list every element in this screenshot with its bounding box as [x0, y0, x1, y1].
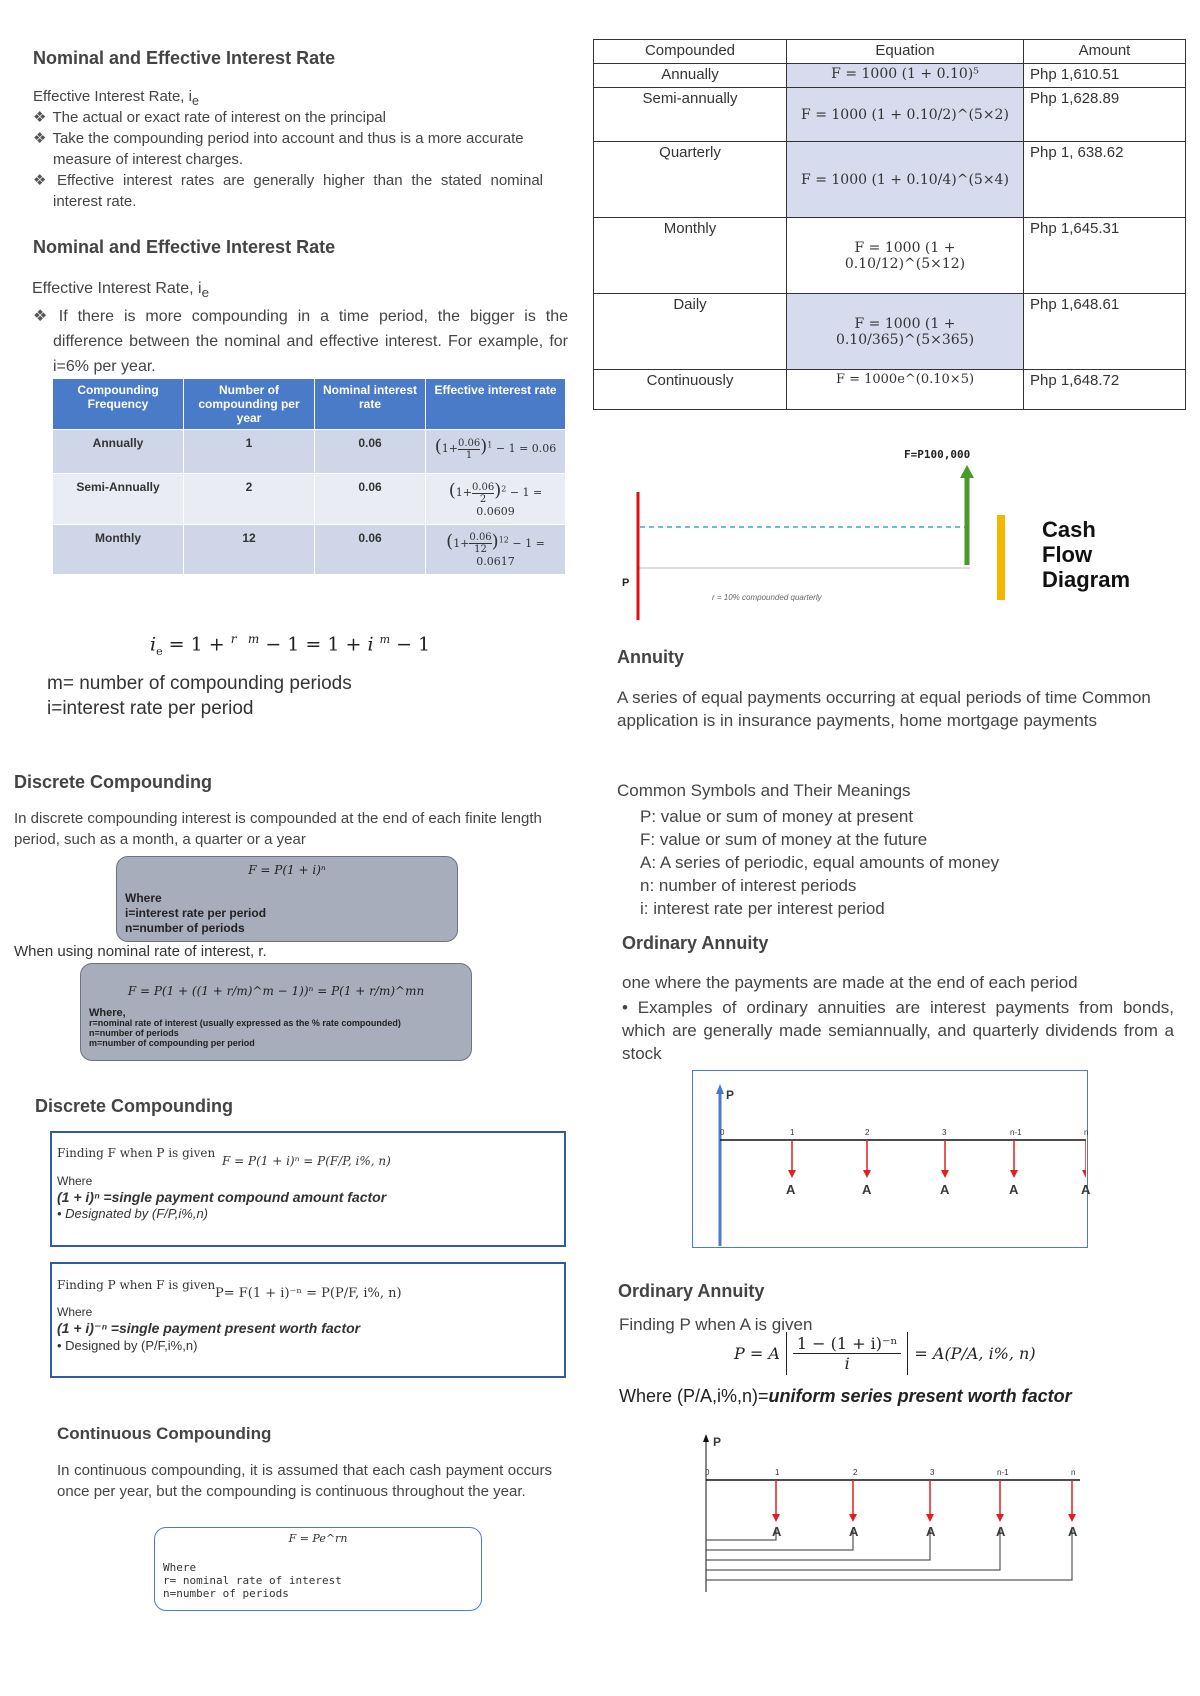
- annuity-diagram-1-svg: [692, 1070, 1089, 1246]
- p-arrowhead: [716, 1084, 724, 1094]
- cell-equation: F = 1000 (1 + 0.10)⁵: [787, 64, 1024, 88]
- where-bold: uniform series present worth factor: [768, 1386, 1072, 1406]
- cell-compounded: Daily: [594, 294, 787, 370]
- cell-effective: (1+ $\frac{0.06}{1})^1 - 1 = 0.06$: [426, 430, 566, 474]
- a-arrowhead: [788, 1170, 796, 1178]
- cell-nominal: 0.06: [315, 430, 426, 474]
- tick-label: 2: [853, 1468, 858, 1477]
- box-r: r=nominal rate of interest (usually expressed as the % rate compounded): [89, 1018, 401, 1028]
- effective-value: − 1 = 0.0617: [476, 536, 545, 568]
- subtitle-text: Effective Interest Rate, i: [32, 280, 202, 297]
- designated-text: Designated by (F/P,i%,n): [65, 1206, 209, 1221]
- subtitle-sub: e: [191, 94, 199, 108]
- cell-amount: Php 1,648.72: [1024, 370, 1186, 410]
- table-row: [594, 88, 1186, 142]
- a-arrowhead: [1010, 1170, 1018, 1178]
- formula-lhs: P = A: [734, 1344, 780, 1363]
- pa-formula: [734, 1332, 1036, 1375]
- effective-value: − 1 = 0.0609: [476, 486, 543, 518]
- cell-nominal: 0.06: [315, 474, 426, 525]
- tick-label: n: [1084, 1128, 1089, 1137]
- finding-p-text: Finding P when A is given: [619, 1315, 813, 1334]
- p-arrowhead: [703, 1434, 709, 1442]
- a-label: A: [926, 1524, 936, 1539]
- title-line: Flow: [1042, 542, 1093, 567]
- tick-label: 3: [942, 1128, 947, 1137]
- column-header: Effective interest rate: [426, 379, 566, 430]
- box-designated: • Designed by (P/F,i%,n): [57, 1338, 198, 1353]
- a-arrowhead: [772, 1514, 780, 1522]
- box-title: Finding F when P is given: [57, 1146, 216, 1160]
- rate-label: r = 10% compounded quarterly: [712, 593, 822, 602]
- table-row: [53, 474, 566, 525]
- bullet-item: ❖ Take the compounding period into account and thus is a more accurate measure of interest charges.: [33, 128, 543, 170]
- tick-label: n-1: [997, 1468, 1009, 1477]
- table-row: [594, 218, 1186, 294]
- bullet-item: ❖ The actual or exact rate of interest on the principal: [33, 107, 543, 128]
- arrows-group: [788, 1140, 1086, 1178]
- tick-label: n: [1071, 1468, 1076, 1477]
- a-label: A: [1009, 1182, 1019, 1197]
- nominal-title-1: Nominal and Effective Interest Rate: [33, 48, 336, 68]
- cell-count: 1: [184, 430, 315, 474]
- a-label: A: [996, 1524, 1006, 1539]
- table-row: [594, 294, 1186, 370]
- a-label: A: [862, 1182, 872, 1197]
- continuous-title: Continuous Compounding: [57, 1424, 272, 1443]
- a-arrowhead: [996, 1514, 1004, 1522]
- frac-num: 0.06: [471, 481, 495, 493]
- symbols-title: Common Symbols and Their Meanings: [617, 781, 911, 800]
- p-label: P: [622, 577, 630, 589]
- discrete-formula-box: [116, 856, 458, 942]
- discrete-title-2: Discrete Compounding: [35, 1096, 234, 1116]
- box-formula: F = P(1 + i)ⁿ: [248, 863, 326, 877]
- tick-label: 0: [720, 1128, 725, 1137]
- a-label: A: [772, 1524, 782, 1539]
- find-f-box: [50, 1131, 566, 1247]
- exp: 12: [498, 534, 509, 544]
- cell-amount: Php 1,645.31: [1024, 218, 1186, 294]
- cell-compounded: Continuously: [594, 370, 787, 410]
- cash-flow-title: [1042, 517, 1130, 592]
- a-label: A: [1081, 1182, 1091, 1197]
- cell-frequency: Annually: [53, 430, 184, 474]
- box-i: i=interest rate per period: [125, 906, 267, 920]
- box-designated: • Designated by (F/P,i%,n): [57, 1206, 209, 1221]
- effective-rate-subtitle-2: [32, 280, 209, 300]
- table-row: [53, 430, 566, 474]
- cell-equation: F = 1000 (1 + 0.10/365)^(5×365): [787, 294, 1024, 370]
- effective-rate-formula: $i_e = 1 + ^{r m} - 1 = 1 + i$ $^m$ − 1: [150, 632, 431, 659]
- arrows-group: [772, 1480, 1076, 1522]
- box-factor: (1 + i)ⁿ =single payment compound amount factor: [57, 1189, 387, 1205]
- box-n: n=number of periods: [125, 921, 245, 935]
- table-row: [594, 142, 1186, 218]
- tick-label: n-1: [1010, 1128, 1022, 1137]
- continuous-formula-box: [154, 1527, 482, 1611]
- formula-bracket: [786, 1332, 908, 1375]
- annuity-text: A series of equal payments occurring at equal periods of time Common application is in insurance payments, home mortgage payments: [617, 688, 1151, 730]
- a-label: A: [786, 1182, 796, 1197]
- discrete-text: In discrete compounding interest is compounded at the end of each finite length period, such as a month, a quarter or a year: [14, 810, 542, 848]
- cell-effective: (1+ $\frac{0.06}{2})^2 - 1 = 0.0609$: [426, 474, 566, 525]
- designated-text: Designed by (P/F,i%,n): [65, 1338, 198, 1353]
- cell-count: 12: [184, 524, 315, 575]
- a-arrowhead: [941, 1170, 949, 1178]
- find-p-box: [50, 1262, 566, 1378]
- subtitle-sub: e: [201, 285, 209, 301]
- title-line: Diagram: [1042, 567, 1131, 592]
- frac-num: 0.06: [457, 437, 481, 449]
- frac-num: 0.06: [469, 532, 492, 543]
- ordinary-title-1: Ordinary Annuity: [622, 933, 769, 953]
- column-header: Nominal interest rate: [315, 379, 426, 430]
- cell-equation: F = 1000 (1 + 0.10/2)^(5×2): [787, 88, 1024, 142]
- cell-effective: (1+ $\frac{0.06}{12})^{12} - 1 = 0.0617$: [426, 524, 566, 575]
- frac-den: 12: [474, 544, 487, 555]
- future-value-table: [593, 39, 1186, 410]
- frac-den: 2: [479, 493, 487, 505]
- exp: 1: [487, 440, 493, 450]
- bracket-line: [706, 1528, 776, 1540]
- m-definition: m= number of compounding periods: [47, 673, 352, 694]
- symbol-item: i: interest rate per interest period: [640, 899, 885, 918]
- tick-label: 1: [775, 1468, 780, 1477]
- diagram1-p-label: P: [726, 1088, 735, 1102]
- a-arrowhead: [849, 1514, 857, 1522]
- cell-amount: Php 1,610.51: [1024, 64, 1186, 88]
- ordinary-text: one where the payments are made at the end of each period: [622, 973, 1078, 992]
- effective-value: − 1 = 0.06: [495, 442, 557, 455]
- cell-count: 2: [184, 474, 315, 525]
- column-header: Amount: [1024, 40, 1186, 64]
- cell-amount: Php 1, 638.62: [1024, 142, 1186, 218]
- a-arrowhead: [1082, 1170, 1086, 1178]
- cell-equation: F = 1000 (1 + 0.10/12)^(5×12): [787, 218, 1024, 294]
- box-n: n=number of periods: [89, 1028, 179, 1038]
- a-arrowhead: [926, 1514, 934, 1522]
- nominal-bullets-1: [33, 107, 543, 212]
- a-label: A: [940, 1182, 950, 1197]
- a-label: A: [1068, 1524, 1078, 1539]
- column-header: Number of compounding per year: [184, 379, 315, 430]
- nominal-rate-line: When using nominal rate of interest, r.: [14, 943, 267, 960]
- continuous-text: In continuous compounding, it is assumed that each cash payment occurs once per year, but the compounding is continuous throughout the year.: [57, 1462, 552, 1500]
- cell-amount: Php 1,648.61: [1024, 294, 1186, 370]
- box-where: Where: [57, 1305, 93, 1319]
- cell-frequency: Monthly: [53, 524, 184, 575]
- box-formula: F = P(1 + i)ⁿ = P(F/P, i%, n): [222, 1154, 391, 1168]
- box-where: Where: [163, 1561, 197, 1574]
- diagram2-a-labels: [772, 1524, 1092, 1540]
- formula-num: 1 − (1 + i)⁻ⁿ: [793, 1334, 901, 1354]
- box-formula: F = P(1 + ((1 + r/m)^m − 1))ⁿ = P(1 + r/m)^mn: [127, 984, 425, 998]
- column-header: Compounding Frequency: [53, 379, 184, 430]
- annuity-diagram-2: [700, 1428, 1090, 1592]
- i-definition: i=interest rate per period: [47, 698, 254, 719]
- f-arrowhead: [960, 465, 974, 478]
- formula-rhs: = A(P/A, i%, n): [914, 1344, 1036, 1363]
- exp: 2: [501, 484, 507, 494]
- nominal-formula-box: [80, 963, 472, 1061]
- formula-den: i: [844, 1354, 850, 1373]
- box-formula: F = Pe^rn: [288, 1532, 348, 1545]
- box-factor: (1 + i)⁻ⁿ =single payment present worth factor: [57, 1320, 361, 1336]
- table-row: [53, 524, 566, 575]
- tick-label: 1: [790, 1128, 795, 1137]
- annuity-title: Annuity: [617, 647, 684, 667]
- box-r: r= nominal rate of interest: [163, 1574, 342, 1587]
- box-where: Where: [57, 1174, 93, 1188]
- cell-compounded: Annually: [594, 64, 787, 88]
- box-formula: P= F(1 + i)⁻ⁿ = P(P/F, i%, n): [215, 1286, 402, 1301]
- column-header: Compounded: [594, 40, 787, 64]
- tick-label: 0: [705, 1468, 710, 1477]
- box-title: Finding P when F is given: [57, 1278, 216, 1292]
- symbol-item: P: value or sum of money at present: [640, 807, 914, 826]
- subtitle-text: Effective Interest Rate, i: [33, 88, 192, 105]
- a-label: A: [849, 1524, 859, 1539]
- diagram2-p-label: P: [713, 1435, 722, 1449]
- yellow-marker-bar: [997, 515, 1005, 600]
- frac-den: 1: [465, 449, 473, 461]
- nominal-bullet-2: ❖ If there is more compounding in a time period, the bigger is the difference between the nominal and effective interest. For example, for i=6% per year.: [33, 304, 568, 379]
- diagram1-a-labels: [780, 1182, 1100, 1198]
- nominal-title-2: Nominal and Effective Interest Rate: [33, 237, 336, 257]
- bullet-item: ❖ Effective interest rates are generally higher than the stated nominal interest rate.: [33, 170, 543, 212]
- diagram2-ticks: [705, 1468, 1085, 1480]
- box-where: Where,: [89, 1007, 126, 1019]
- tick-label: 2: [865, 1128, 870, 1137]
- ordinary-bullet: • Examples of ordinary annuities are interest payments from bonds, which are generally made semiannually, and quarterly dividends from a stock: [622, 998, 1174, 1063]
- a-arrowhead: [1068, 1514, 1076, 1522]
- symbols-list: [640, 805, 999, 920]
- cell-compounded: Monthly: [594, 218, 787, 294]
- ordinary-title-2: Ordinary Annuity: [618, 1281, 765, 1301]
- tick-label: 3: [930, 1468, 935, 1477]
- discrete-title-1: Discrete Compounding: [14, 772, 213, 792]
- pa-where: [619, 1386, 1072, 1407]
- cell-nominal: 0.06: [315, 524, 426, 575]
- column-header: Equation: [787, 40, 1024, 64]
- symbol-item: n: number of interest periods: [640, 876, 857, 895]
- cell-equation: F = 1000 (1 + 0.10/4)^(5×4): [787, 142, 1024, 218]
- f-label: F=P100,000: [904, 448, 971, 461]
- table-row: [594, 64, 1186, 88]
- where-prefix: Where (P/A,i%,n)=: [619, 1386, 769, 1406]
- cell-equation: F = 1000e^(0.10×5): [787, 370, 1024, 410]
- box-n: n=number of periods: [163, 1587, 289, 1600]
- a-arrowhead: [863, 1170, 871, 1178]
- cell-frequency: Semi-Annually: [53, 474, 184, 525]
- box-m: m=number of compounding per period: [89, 1038, 255, 1048]
- cell-compounded: Semi-annually: [594, 88, 787, 142]
- cell-compounded: Quarterly: [594, 142, 787, 218]
- table-row: [594, 370, 1186, 410]
- diagram1-ticks: [720, 1128, 1100, 1140]
- box-where: Where: [125, 891, 162, 905]
- title-line: Cash: [1042, 517, 1096, 542]
- compounding-table: [52, 378, 566, 575]
- cell-amount: Php 1,628.89: [1024, 88, 1186, 142]
- symbol-item: A: A series of periodic, equal amounts of money: [640, 853, 1000, 872]
- symbol-item: F: value or sum of money at the future: [640, 830, 928, 849]
